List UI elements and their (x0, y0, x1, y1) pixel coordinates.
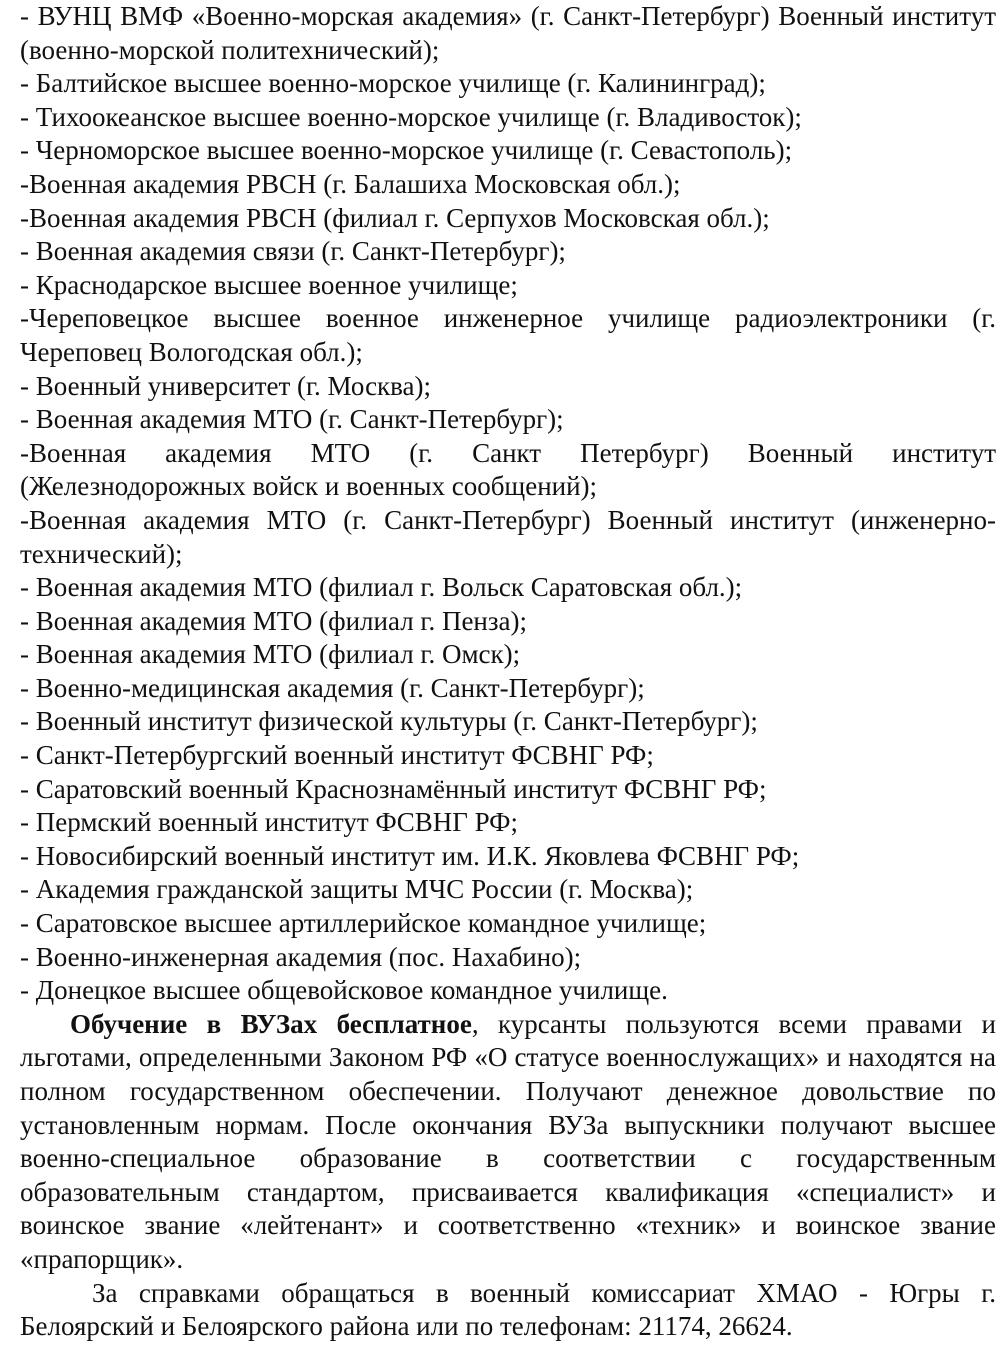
list-item: -Военная академия РВСН (г. Балашиха Московская обл.); (20, 168, 681, 199)
list-item: - Донецкое высшее общевойсковое командное училище. (20, 975, 668, 1006)
list-item: -Череповецкое высшее военное инженерное училище радиоэлектроники (г. Череповец Вологодская обл.); (20, 303, 996, 367)
list-item: - Академия гражданской защиты МЧС России (г. Москва); (20, 874, 694, 905)
list-item: - Балтийское высшее военно-морское училище (г. Калининград); (20, 68, 766, 99)
tuition-paragraph (20, 1008, 996, 1277)
list-item: - Военный институт физической культуры (г. Санкт-Петербург); (20, 706, 758, 737)
list-item: - Черноморское высшее военно-морское училище (г. Севастополь); (20, 135, 793, 166)
list-item: - Санкт-Петербургский военный институт ФСВНГ РФ; (20, 740, 654, 771)
list-item: - Военная академия связи (г. Санкт-Петербург); (20, 236, 566, 267)
list-item: - Саратовский военный Краснознамённый институт ФСВНГ РФ; (20, 773, 767, 804)
list-item: - Военный университет (г. Москва); (20, 370, 432, 401)
list-item: -Военная академия РВСН (филиал г. Серпухов Московская обл.); (20, 202, 770, 233)
tuition-bold-lead: Обучение в ВУЗах бесплатное (70, 1008, 472, 1039)
list-item: - Краснодарское высшее военное училище; (20, 269, 518, 300)
list-item: - Саратовское высшее артиллерийское командное училище; (20, 908, 707, 939)
list-item: -Военная академия МТО (г. Санкт-Петербург) Военный институт (инженерно-технический); (20, 504, 996, 569)
list-item: - Тихоокеанское высшее военно-морское училище (г. Владивосток); (20, 101, 802, 132)
list-item: - Военно-инженерная академия (пос. Нахабино); (20, 941, 582, 972)
list-item: - ВУНЦ ВМФ «Военно-морская академия» (г. Санкт-Петербург) Военный институт (военно-морской политехнический); (20, 1, 996, 65)
list-item: - Военно-медицинская академия (г. Санкт-Петербург); (20, 672, 645, 703)
contact-paragraph: За справками обращаться в военный комиссариат ХМАО - Югры г. Белоярский и Белоярского района или по телефонам: 21174, 26624. (20, 1277, 996, 1342)
list-item: -Военная академия МТО (г. Санкт Петербург) Военный институт (Железнодорожных войск и военных сообщений); (20, 437, 996, 502)
tuition-text: , курсанты пользуются всеми правами и льготами, определенными Законом РФ «О статусе военнослужащих» и находятся на полном государственном обеспечении. Получают денежное довольствие по установленным нормам. После окончания ВУЗа выпускники получают высшее военно-специальное образование в соответствии с государственным образовательным стандартом, присваивается квалификация «специалист» и воинское звание «лейтенант» и соответственно «техник» и воинское звание «прапорщик». (20, 1008, 996, 1274)
list-item: - Военная академия МТО (филиал г. Омск); (20, 639, 521, 670)
list-item: - Новосибирский военный институт им. И.К. Яковлева ФСВНГ РФ; (20, 840, 800, 871)
document-page (20, 0, 996, 1344)
list-item: - Военная академия МТО (филиал г. Вольск Саратовская обл.); (20, 572, 743, 603)
list-item: - Военная академия МТО (филиал г. Пенза); (20, 605, 528, 636)
list-item: - Военная академия МТО (г. Санкт-Петербург); (20, 404, 564, 435)
list-item: - Пермский военный институт ФСВНГ РФ; (20, 807, 518, 838)
